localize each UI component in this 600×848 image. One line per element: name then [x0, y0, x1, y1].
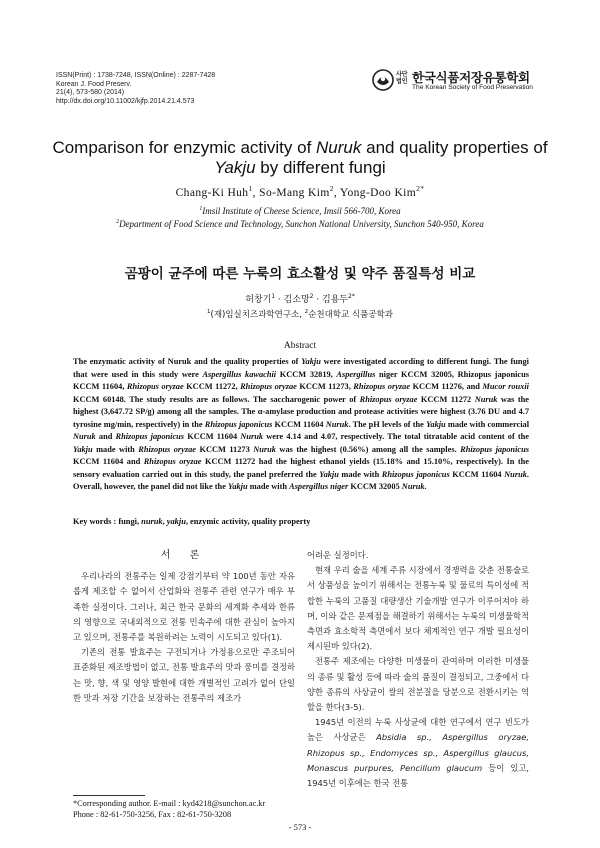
abstract-text-run: and	[95, 432, 116, 441]
title-line-1: Comparison for enzymic activity of Nuruk and quality properties of	[52, 138, 548, 157]
footnote-phone-line: Phone : 82-61-750-3256, Fax : 82-61-750-3208	[73, 810, 232, 819]
abstract-text-run: KCCM 11604	[449, 469, 505, 479]
abstract-text-run: .	[424, 482, 427, 491]
abstract-italic-term: Rhizopus japonicus	[204, 419, 273, 429]
abstract-italic-term: Nuruk	[474, 394, 498, 404]
abstract-italic-term: Aspergillus niger	[289, 482, 349, 491]
body-right-column	[307, 548, 529, 791]
abstract-text-run: KCCM 11272	[417, 394, 475, 404]
abstract-text-run: . The pH levels of the	[348, 419, 427, 429]
abstract-italic-term: Nuruk	[73, 432, 96, 441]
section-heading-introduction: 서 론	[160, 550, 208, 561]
abstract-italic-term: Aspergillus	[336, 369, 376, 379]
abstract-text-run: KCCM 11273	[196, 444, 254, 454]
abstract-text-run: KCCM 11272,	[183, 382, 241, 391]
abstract-text-run: was the highest (3,647.72 SP/g) among all the samples. The α-amylase production and protease activities were highest (3.76 DU and 4.7 tyrosine mg/min, respectively) in the	[73, 394, 529, 429]
abstract-text-run: made with commercial	[445, 419, 530, 429]
footnote-email-line: *Corresponding author. E-mail : kyd4218@sunchon.ac.kr	[73, 799, 266, 808]
body-left-column	[73, 548, 295, 706]
abstract-text-run: made with	[247, 482, 290, 491]
abstract-italic-term: Rhizopus oryzae	[138, 444, 196, 454]
abstract-text-run: KCCM 32819,	[276, 369, 337, 379]
abstract-italic-term: Yakju	[301, 357, 321, 366]
doi-link[interactable]: http://dx.doi.org/10.11002/kjfp.2014.21.4.573	[56, 97, 195, 105]
corresponding-author-footnote	[73, 798, 265, 820]
abstract-text-run: KCCM 32005	[348, 482, 402, 491]
korean-author-list: 허창기$^1$ · 김소망$^2$ · 김용두$^{2*}$	[245, 294, 355, 305]
abstract-heading: Abstract	[283, 341, 317, 351]
abstract-italic-term: Nuruk	[325, 419, 349, 429]
abstract-text-run: KCCM 11272 had the highest ethanol yields (15.18% and 15.10%, respectively). In the sensory evaluation carried out in this study, the panel preferred the	[73, 457, 529, 479]
intro-paragraph-continued: 어려운 실정이다.	[307, 550, 369, 560]
society-name-korean: 한국식품저장유통학회	[412, 70, 530, 85]
abstract-italic-term: Nuruk	[253, 444, 276, 454]
intro-paragraph-3: 현재 우리 술을 세계 주류 시장에서 경쟁력을 갖춘 전통술로서 상품성을 높이기 위해서는 전통누룩 및 물료의 특이성에 적합한 누룩의 고품질 대량생산 기술개발 연구가 이루어져야 하며, 이와 같은 문제점을 해결하기 위해서는 누룩의 미생물학적 측면과 효소학적 측면에서 보다 체계적인 연구 개발 필요성이 제시된바 있다(2).	[307, 565, 529, 652]
abstract-text-run: KCCM 11276, and	[410, 382, 483, 391]
abstract-text-run: KCCM 11604	[272, 419, 326, 429]
abstract-body	[73, 356, 529, 494]
abstract-italic-term: Rhizopus oryzae	[240, 382, 297, 391]
korean-affiliations: $^1$(재)임실치즈과학연구소, $^2$순천대학교 식품공학과	[206, 309, 393, 320]
author-list: Chang-Ki Huh$^1$, So-Mang Kim$^2$, Yong-Doo Kim$^{2*}$	[175, 184, 425, 199]
abstract-italic-term: Yakju	[227, 482, 248, 491]
society-emblem-icon	[372, 69, 394, 91]
abstract-text-run: KCCM 11273,	[296, 382, 354, 391]
abstract-text-run: KCCM 60148. The study results are as follows. The saccharogenic power of	[73, 394, 360, 404]
abstract-text-run: was the highest (0.56%) among all the samples.	[275, 444, 461, 454]
affiliation-2: $^2$Department of Food Science and Technology, Sunchon National University, Sunchon 540-950, Korea	[116, 219, 484, 229]
abstract-text-run: niger KCCM 32005, Rhizopus japonicus KCCM 11604,	[73, 369, 529, 391]
abstract-text-run: KCCM 11604 and	[73, 457, 144, 466]
abstract-italic-term: Yakju	[426, 419, 446, 429]
abstract-italic-term: Mucor rouxii	[482, 382, 529, 391]
abstract-text-run: The enzymatic activity of Nuruk and the quality properties of	[73, 357, 302, 366]
society-logo	[372, 68, 540, 94]
issn-line: ISSN(Print) : 1738-7248, ISSN(Online) : 2287-7428	[56, 72, 216, 79]
abstract-text-run: . Overall, however, the panel did not like the	[73, 469, 529, 491]
keywords: Key words : fungi, nuruk, yakju, enzymic activity, quality property	[73, 517, 311, 526]
intro-paragraph-5: 1945년 이전의 누룩 사상균에 대한 연구에서 연구 빈도가 높은 사상균은 Absidia sp., Aspergillus oryzae, Rhizopus sp., Endomyces sp., Aspergillus glaucus, Monascus purpures, Pencillum glaucum 등이 있고, 1945년 이후에는 한국 전통	[307, 717, 529, 789]
abstract-text-run: KCCM 11604	[184, 432, 241, 441]
abstract-text-run: were 4.14 and 4.07, respectively. The total titratable acid content of the	[263, 432, 530, 441]
abstract-italic-term: Rhizopus oryzae	[353, 382, 411, 391]
abstract-text-run: made with	[92, 444, 139, 454]
abstract-italic-term: Nuruk	[401, 482, 425, 491]
abstract-italic-term: Yakju	[319, 469, 339, 479]
abstract-italic-term: Nuruk	[504, 469, 527, 479]
abstract-italic-term: Rhizopus oryzae	[143, 457, 202, 466]
paper-title	[0, 138, 600, 178]
society-small-label: 사단 법인	[396, 71, 408, 85]
abstract-italic-term: Rhizopus japonicus	[381, 469, 450, 479]
abstract-italic-term: Rhizopus oryzae	[359, 394, 418, 404]
footnote-divider	[73, 795, 145, 796]
abstract-italic-term: Rhizopus oryzae	[126, 382, 184, 391]
abstract-italic-term: Aspergillus kawachii	[202, 369, 277, 379]
society-name-english: The Korean Society of Food Preservation	[412, 84, 533, 91]
title-line-2: Yakju by different fungi	[214, 158, 386, 177]
abstract-italic-term: Yakju	[73, 444, 93, 454]
affiliation-1: $^1$Imsil Institute of Cheese Science, Imsil 566-700, Korea	[199, 206, 401, 216]
abstract-italic-term: Rhizopus japonicus	[460, 444, 529, 454]
abstract-italic-term: Nuruk	[240, 432, 264, 441]
intro-paragraph-4: 전통주 제조에는 다양한 미생물이 관여하며 이러한 미생물의 종류 및 활성 등에 따라 술의 품질이 결정되고, 그중에서 다양한 종류의 사상균이 쌀의 전분질을 당분으로 전환시키는 역할을 한다(3-5).	[307, 656, 529, 713]
journal-meta	[56, 72, 215, 106]
abstract-text-run: were investigated according to different fungi. The fungi that were used in this study were	[73, 357, 529, 379]
volume-issue: 21(4), 573-580 (2014)	[56, 89, 125, 97]
journal-name: Korean J. Food Preserv.	[56, 80, 132, 88]
page-number: - 573 -	[288, 822, 312, 832]
abstract-text-run: made with	[338, 469, 382, 479]
abstract-italic-term: Rhizopus japonicus	[115, 432, 185, 441]
korean-title: 곰팡이 균주에 따른 누룩의 효소활성 및 약주 품질특성 비교	[124, 266, 476, 282]
intro-paragraph-2: 기존의 전통 발효주는 구전되거나 가정용으로만 주조되어 표준화된 제조방법이 없고, 전통 발효주의 맛과 풍미를 결정하는 맛, 향, 색 및 영양 발현에 대한 개별적인 고려가 없어 단일한 맛과 저장 기간을 보장하는 전통주의 제조가	[73, 647, 295, 703]
intro-paragraph-1: 우리나라의 전통주는 일제 강점기부터 약 100년 동안 자유롭게 제조할 수 없어서 산업화와 전통주 관련 연구가 매우 부족한 실정이다. 그러나, 최근 한국 문화의 세계화 추세와 한류의 영향으로 국내외적으로 전통 민속주에 대한 관심이 높아지고 있으며, 전통주를 복원하려는 노력이 시도되고 있다(1).	[73, 571, 295, 643]
